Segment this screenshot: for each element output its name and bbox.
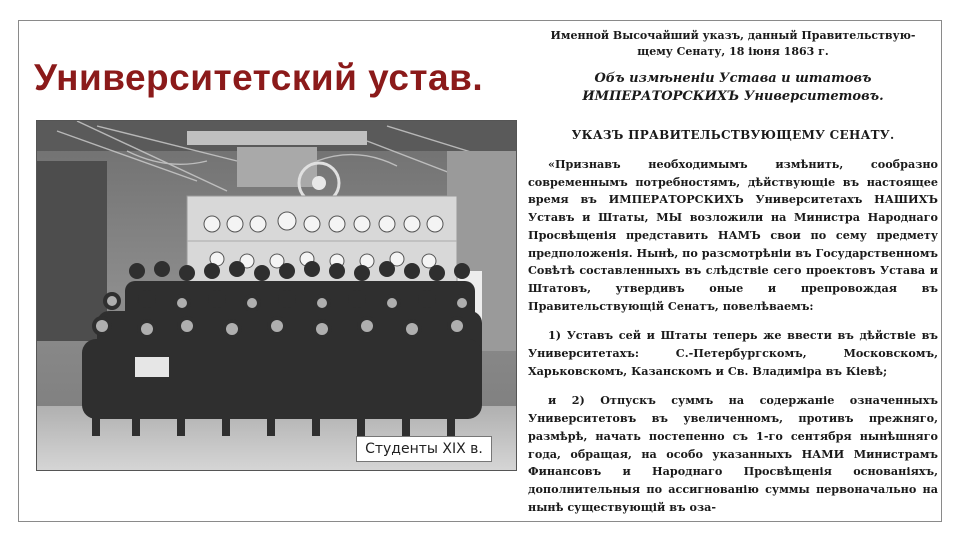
decree-paragraph-3: и 2) Отпускъ суммъ на содержаніе означенныхъ Университетовъ въ увеличенномъ, противъ прежняго, размѣрѣ, начать постепенно съ 1-го сентября нынѣшняго года, обращая, на особо указанныхъ НАМИ Министрамъ Финансовъ и Народнаго Просвѣщенія основаніяхъ, дополнительныя по ассигнованію суммы первоначально на нынѣ существующій въ оза- <box>528 393 938 514</box>
photo-caption: Студенты XIX в. <box>356 436 492 462</box>
students-photo <box>36 120 517 471</box>
decree-header-line-2: щему Сенату, 18 іюня 1863 г. <box>637 45 829 58</box>
decree-heading: УКАЗЪ ПРАВИТЕЛЬСТВУЮЩЕМУ СЕНАТУ. <box>571 128 895 142</box>
slide-title: Университетский устав. <box>34 57 484 98</box>
decree-document <box>528 28 938 520</box>
decree-paragraph-2: 1) Уставъ сей и Штаты теперь же ввести въ дѣйствіе въ Университетахъ: С.-Петербургскомъ, Московскомъ, Харьковскомъ, Казанскомъ и Св. Владиміра въ Кіевѣ; <box>528 328 938 378</box>
decree-paragraph-1: «Признавъ необходимымъ измѣнить, сообразно современнымъ потребностямъ, дѣйствующіе въ настоящее время въ ИМПЕРАТОРСКИХЪ Университетахъ НАШИХЪ Уставъ и Штаты, МЫ возложили на Министра Народнаго Просвѣщенія представить НАМЪ свои по сему предмету предположенія. Нынѣ, по разсмотрѣніи въ Государственномъ Совѣтѣ составленныхъ въ слѣдствіе сего проектовъ Устава и Штатовъ, утвердивъ оные и препровождая въ Правительствующій Сенатъ, повелѣваемъ: <box>528 157 938 313</box>
decree-header-line-1: Именной Высочайший указъ, данный Правительствую- <box>550 29 916 42</box>
decree-subject: Объ измѣненіи Устава и штатовъ ИМПЕРАТОРСКИХЪ Университетовъ. <box>582 71 884 104</box>
